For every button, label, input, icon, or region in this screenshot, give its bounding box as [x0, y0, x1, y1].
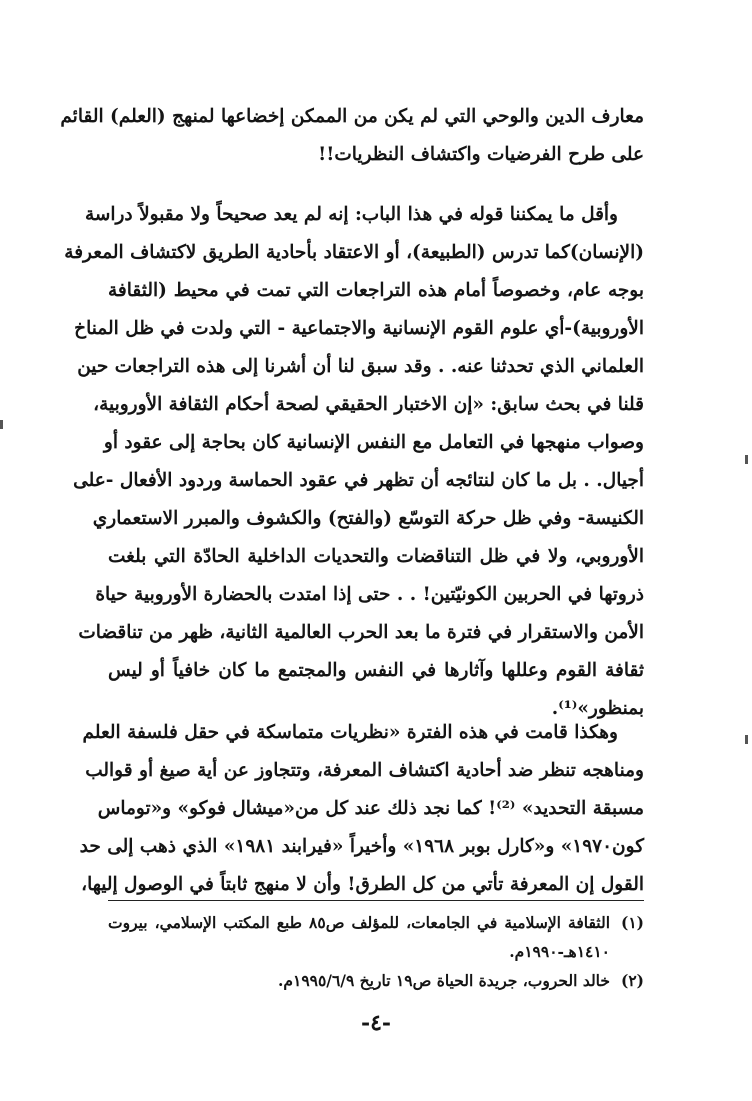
- paragraph-line: وأقل ما يمكننا قوله في هذا الباب: إنه لم يعد صحيحاً ولا مقبولاً دراسة: [84, 204, 618, 225]
- paragraph-line: ذروتها في الحربين الكونيّتين! . . حتى إذا امتدت بالحضارة الأوروبية حياة: [95, 584, 644, 605]
- footnote-divider: [108, 900, 644, 901]
- paragraph-line: ومناهجه تنظر ضد أحادية اكتشاف المعرفة، وتتجاوز عن أية صيغ أو قوالب: [85, 760, 644, 781]
- footnote-line: خالد الحروب، جريدة الحياة ص١٩ تاريخ ١٩٩٥/٦/٩م.: [278, 971, 610, 990]
- paragraph-line: الأوروبية)-أي علوم القوم الإنسانية والاجتماعية - التي ولدت في ظل المناخ: [74, 318, 644, 339]
- paragraph-line: وهكذا قامت في هذه الفترة «نظريات متماسكة في حقل فلسفة العلم: [82, 722, 618, 743]
- paragraph-line: القول إن المعرفة تأتي من كل الطرق! وأن لا منهج ثابتاً في الوصول إليها،: [81, 874, 644, 895]
- footnote-text: [108, 908, 610, 966]
- paragraph-line: الأوروبي، ولا في ظل التناقضات والتحديات الداخلية الحادّة التي بلغت: [108, 546, 644, 567]
- paragraph-2: [64, 196, 644, 728]
- footnotes: [108, 908, 644, 995]
- paragraph-line: بوجه عام، وخصوصاً أمام هذه التراجعات التي تمت في محيط (الثقافة: [108, 280, 644, 301]
- paragraph-line: مسبقة التحديد» ⁽²⁾! كما نجد ذلك عند كل من«ميشال فوكو» و«توماس: [97, 798, 644, 819]
- paragraph-line: بمنظور»⁽¹⁾.: [551, 698, 644, 719]
- paragraph-line: الأمن والاستقرار في فترة ما بعد الحرب العالمية الثانية، ظهر من تناقضات: [78, 622, 644, 643]
- paragraph-line: قلنا في بحث سابق: «إن الاختبار الحقيقي لصحة أحكام الثقافة الأوروبية،: [93, 394, 644, 415]
- footnote-2: [108, 966, 644, 995]
- paragraph-line: معارف الدين والوحي التي لم يكن من الممكن إخضاعها لمنهج (العلم) القائم: [60, 106, 644, 127]
- scan-margin-mark: [745, 455, 748, 464]
- footnote-1: [108, 908, 644, 966]
- paragraph-line: وصواب منهجها في التعامل مع النفس الإنسانية كان بحاجة إلى عقود أو: [103, 432, 644, 453]
- page-number: -٤-: [360, 1010, 392, 1036]
- paragraph-line: الكنيسة- وفي ظل حركة التوسّع (والفتح) والكشوف والمبرر الاستعماري: [92, 508, 644, 529]
- scan-margin-mark: [0, 420, 3, 429]
- footnote-line: ١٤١٠هـ-١٩٩٠م.: [509, 942, 610, 961]
- paragraph-line: على طرح الفرضيات واكتشاف النظريات!!: [318, 144, 644, 165]
- paragraph-3: [79, 714, 644, 904]
- paragraph-line: ثقافة القوم وعللها وآثارها في النفس والمجتمع ما كان خافياً أو ليس: [108, 660, 644, 681]
- paragraph-line: (الإنسان)كما تدرس (الطبيعة)، أو الاعتقاد بأحادية الطريق لاكتشاف المعرفة: [64, 242, 644, 263]
- footnote-line: الثقافة الإسلامية في الجامعات، للمؤلف ص٨٥ طبع المكتب الإسلامي، بيروت: [108, 913, 610, 932]
- paragraph-line: العلماني الذي تحدثنا عنه. . وقد سبق لنا أن أشرنا إلى هذه التراجعات حين: [77, 356, 644, 377]
- footnote-text: [108, 966, 610, 995]
- footnote-number: (٢): [620, 971, 644, 990]
- scan-margin-mark: [745, 735, 748, 744]
- paragraph-1: [60, 98, 644, 174]
- paragraph-line: كون١٩٧٠» و«كارل بوبر ١٩٦٨» وأخيراً «فيرابند ١٩٨١» الذي ذهب إلى حد: [79, 836, 644, 857]
- paragraph-line: أجيال. . بل ما كان لنتائجه أن تظهر في عقود الحماسة وردود الأفعال -على: [73, 470, 644, 491]
- footnote-number: (١): [620, 913, 644, 932]
